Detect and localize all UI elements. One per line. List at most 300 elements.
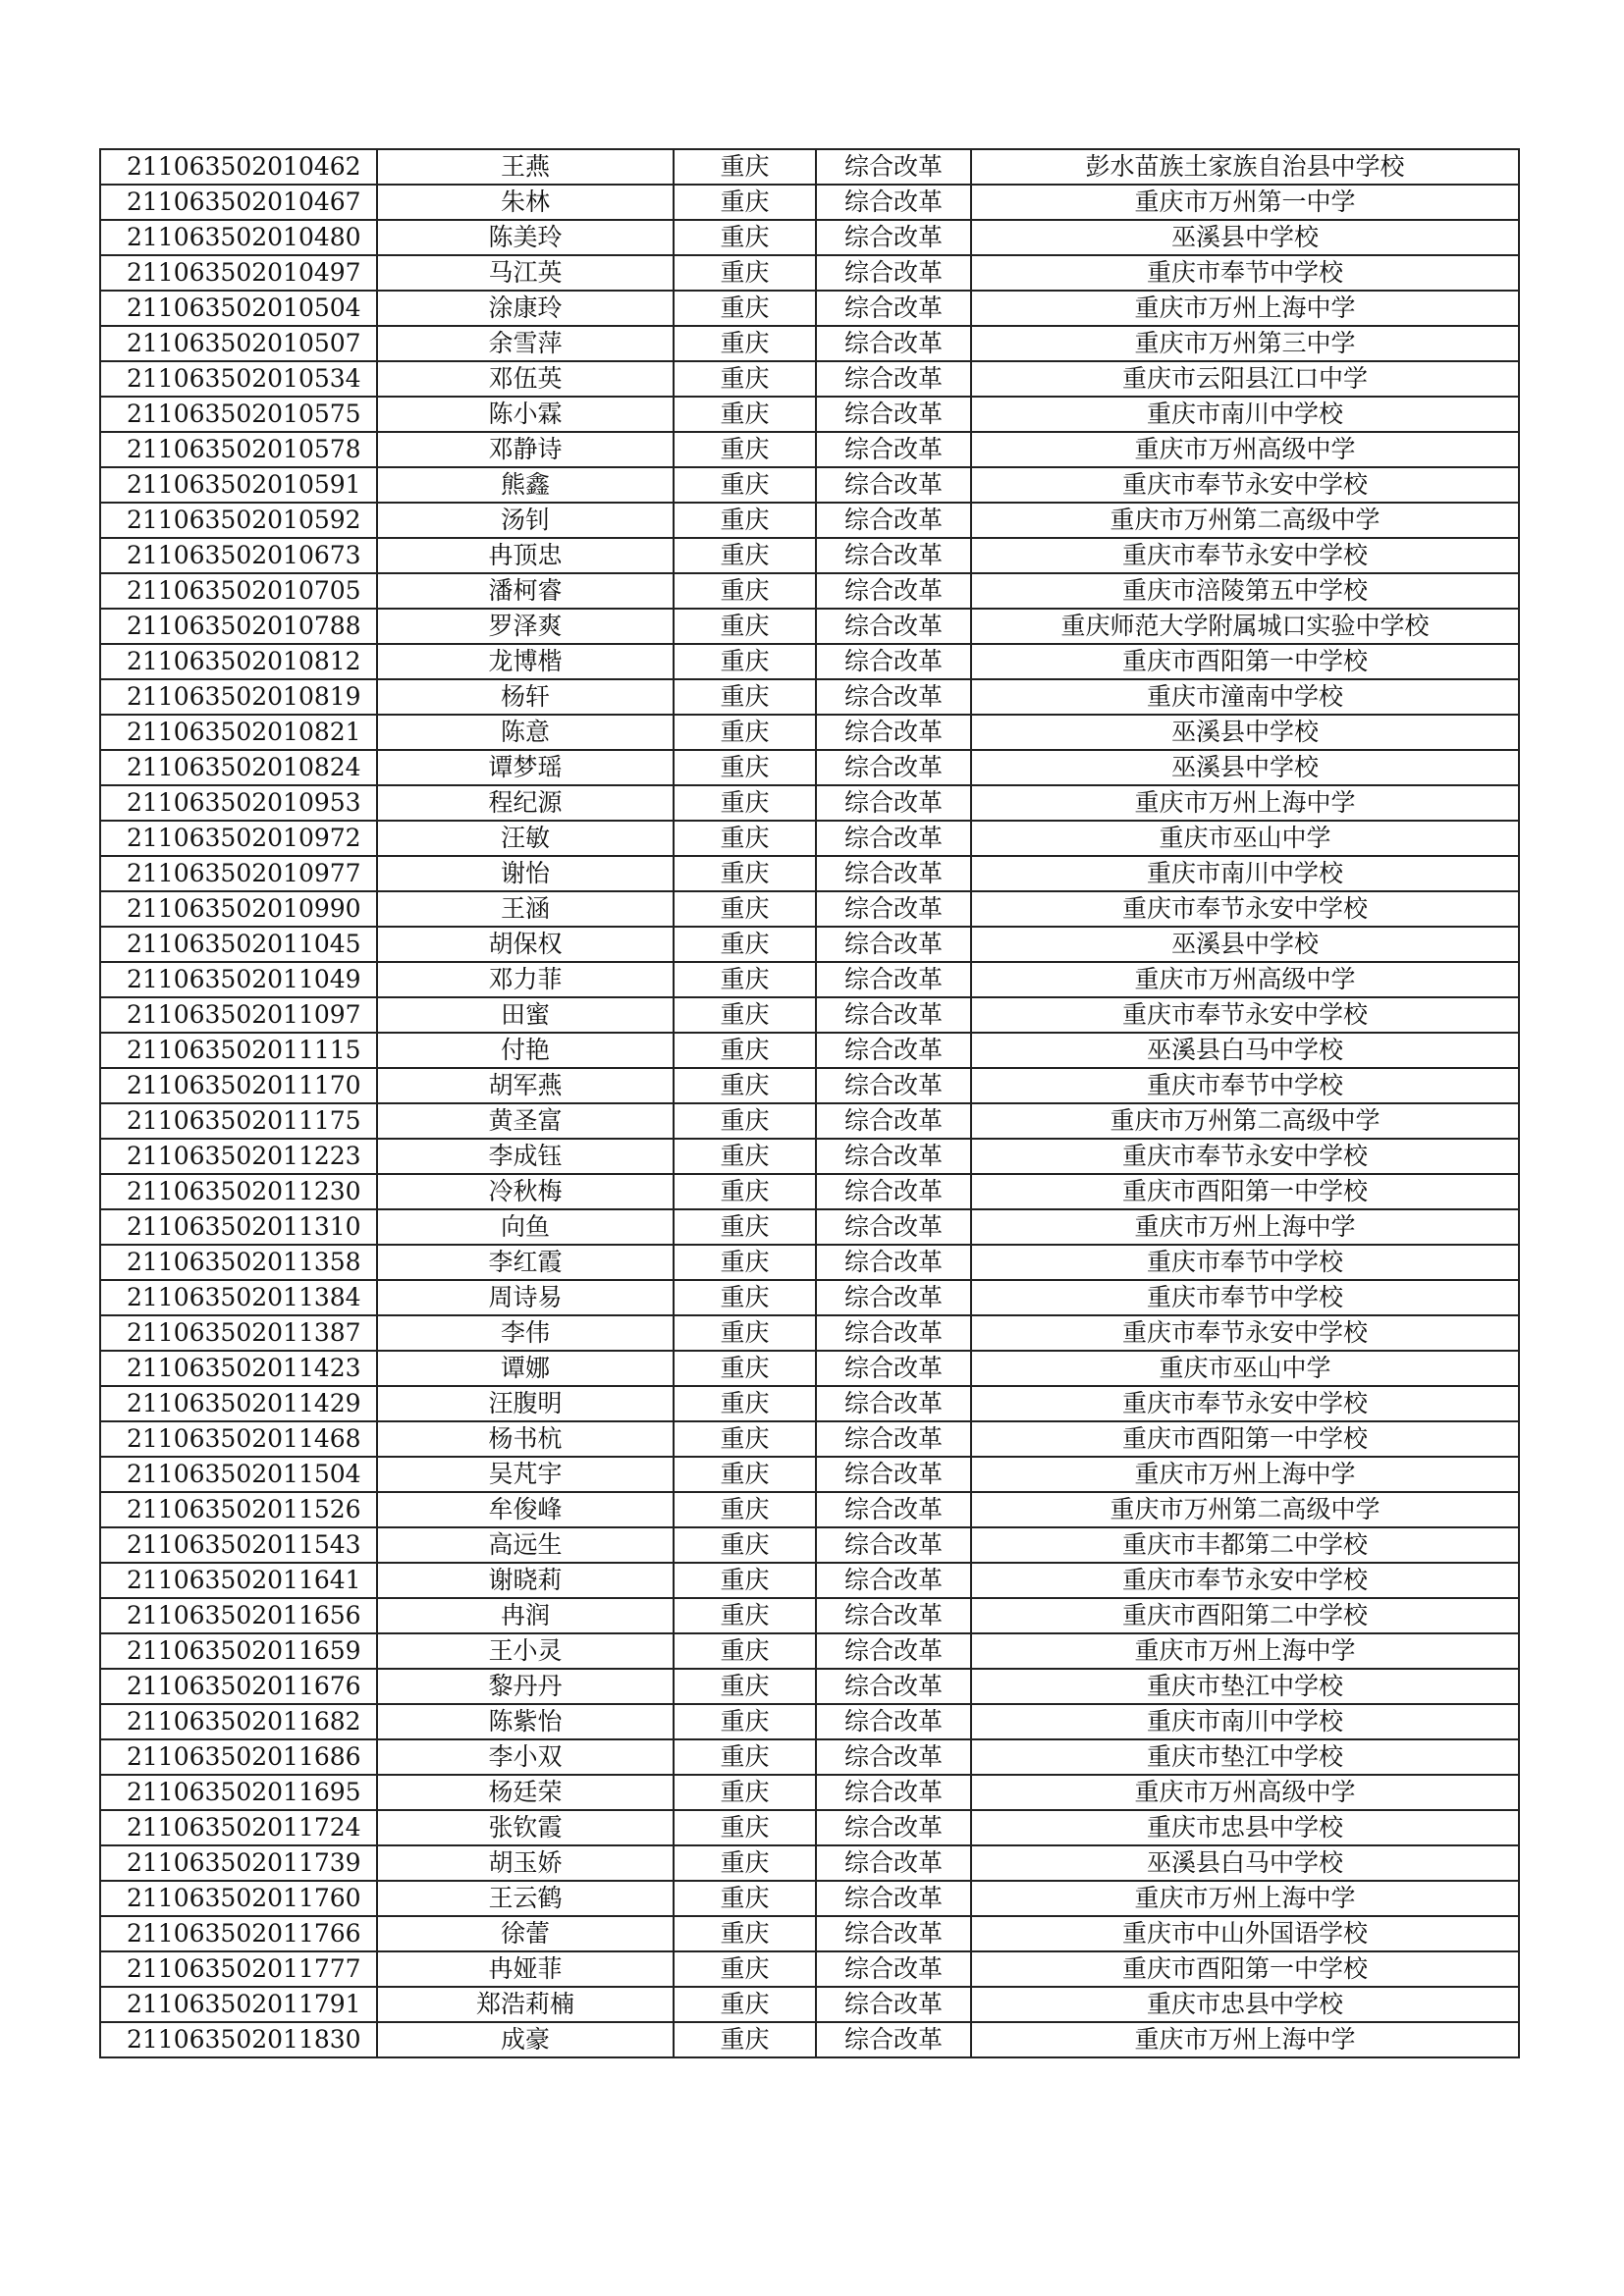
- cell-student-name: 王云鹤: [377, 1881, 674, 1916]
- cell-region: 重庆: [674, 538, 816, 573]
- cell-school: 重庆市万州第二高级中学: [971, 1492, 1519, 1527]
- table-row: [100, 609, 1519, 644]
- table-row: [100, 291, 1519, 326]
- cell-program-type: 综合改革: [816, 1810, 971, 1845]
- cell-school: 重庆市巫山中学: [971, 1351, 1519, 1386]
- cell-region: 重庆: [674, 1704, 816, 1739]
- cell-program-type: 综合改革: [816, 185, 971, 220]
- cell-region: 重庆: [674, 1845, 816, 1881]
- cell-region: 重庆: [674, 1775, 816, 1810]
- cell-candidate-id: 211063502010673: [100, 538, 377, 573]
- cell-school: 重庆市酉阳第一中学校: [971, 1421, 1519, 1457]
- cell-region: 重庆: [674, 962, 816, 997]
- cell-program-type: 综合改革: [816, 891, 971, 927]
- table-row: [100, 785, 1519, 821]
- cell-student-name: 汤钊: [377, 503, 674, 538]
- cell-student-name: 杨轩: [377, 679, 674, 715]
- cell-student-name: 王涵: [377, 891, 674, 927]
- table-row: [100, 1457, 1519, 1492]
- cell-student-name: 成豪: [377, 2022, 674, 2057]
- cell-student-name: 李小双: [377, 1739, 674, 1775]
- cell-candidate-id: 211063502011641: [100, 1563, 377, 1598]
- cell-student-name: 汪敏: [377, 821, 674, 856]
- cell-school: 重庆市垫江中学校: [971, 1669, 1519, 1704]
- cell-candidate-id: 211063502011682: [100, 1704, 377, 1739]
- cell-student-name: 邓静诗: [377, 432, 674, 467]
- cell-program-type: 综合改革: [816, 927, 971, 962]
- cell-student-name: 谢晓莉: [377, 1563, 674, 1598]
- cell-student-name: 朱林: [377, 185, 674, 220]
- cell-program-type: 综合改革: [816, 149, 971, 185]
- table-row: [100, 1633, 1519, 1669]
- cell-candidate-id: 211063502011115: [100, 1033, 377, 1068]
- cell-candidate-id: 211063502011830: [100, 2022, 377, 2057]
- cell-candidate-id: 211063502010504: [100, 291, 377, 326]
- cell-region: 重庆: [674, 1139, 816, 1174]
- cell-school: 重庆市南川中学校: [971, 397, 1519, 432]
- table-row: [100, 891, 1519, 927]
- table-row: [100, 1068, 1519, 1103]
- cell-region: 重庆: [674, 1987, 816, 2022]
- table-row: [100, 1987, 1519, 2022]
- cell-student-name: 李成钰: [377, 1139, 674, 1174]
- cell-region: 重庆: [674, 1351, 816, 1386]
- cell-region: 重庆: [674, 1669, 816, 1704]
- table-row: [100, 1563, 1519, 1598]
- cell-program-type: 综合改革: [816, 1421, 971, 1457]
- cell-region: 重庆: [674, 149, 816, 185]
- cell-student-name: 杨书杭: [377, 1421, 674, 1457]
- cell-program-type: 综合改革: [816, 1103, 971, 1139]
- cell-student-name: 田蜜: [377, 997, 674, 1033]
- cell-region: 重庆: [674, 856, 816, 891]
- cell-school: 重庆市忠县中学校: [971, 1987, 1519, 2022]
- cell-school: 重庆市忠县中学校: [971, 1810, 1519, 1845]
- cell-program-type: 综合改革: [816, 1033, 971, 1068]
- cell-candidate-id: 211063502011659: [100, 1633, 377, 1669]
- cell-student-name: 罗泽爽: [377, 609, 674, 644]
- table-row: [100, 220, 1519, 255]
- cell-candidate-id: 211063502011686: [100, 1739, 377, 1775]
- cell-school: 重庆市南川中学校: [971, 1704, 1519, 1739]
- table-row: [100, 1245, 1519, 1280]
- cell-candidate-id: 211063502011310: [100, 1209, 377, 1245]
- table-row: [100, 750, 1519, 785]
- cell-program-type: 综合改革: [816, 255, 971, 291]
- cell-candidate-id: 211063502011543: [100, 1527, 377, 1563]
- cell-candidate-id: 211063502011097: [100, 997, 377, 1033]
- cell-school: 重庆市万州上海中学: [971, 1633, 1519, 1669]
- cell-candidate-id: 211063502011760: [100, 1881, 377, 1916]
- cell-school: 重庆市万州第二高级中学: [971, 1103, 1519, 1139]
- table-row: [100, 997, 1519, 1033]
- cell-candidate-id: 211063502011429: [100, 1386, 377, 1421]
- table-row: [100, 1421, 1519, 1457]
- cell-program-type: 综合改革: [816, 1881, 971, 1916]
- cell-program-type: 综合改革: [816, 1209, 971, 1245]
- cell-program-type: 综合改革: [816, 503, 971, 538]
- cell-school: 重庆市万州第一中学: [971, 185, 1519, 220]
- cell-student-name: 周诗易: [377, 1280, 674, 1315]
- table-row: [100, 1492, 1519, 1527]
- cell-region: 重庆: [674, 467, 816, 503]
- cell-candidate-id: 211063502010480: [100, 220, 377, 255]
- cell-candidate-id: 211063502011423: [100, 1351, 377, 1386]
- cell-school: 巫溪县中学校: [971, 220, 1519, 255]
- cell-program-type: 综合改革: [816, 785, 971, 821]
- cell-student-name: 徐蕾: [377, 1916, 674, 1951]
- cell-region: 重庆: [674, 1068, 816, 1103]
- table-row: [100, 432, 1519, 467]
- cell-school: 重庆市丰都第二中学校: [971, 1527, 1519, 1563]
- table-row: [100, 1209, 1519, 1245]
- cell-school: 重庆市万州高级中学: [971, 962, 1519, 997]
- cell-program-type: 综合改革: [816, 1563, 971, 1598]
- cell-program-type: 综合改革: [816, 432, 971, 467]
- cell-region: 重庆: [674, 361, 816, 397]
- table-row: [100, 962, 1519, 997]
- cell-student-name: 杨廷荣: [377, 1775, 674, 1810]
- cell-school: 重庆市奉节中学校: [971, 1068, 1519, 1103]
- cell-program-type: 综合改革: [816, 750, 971, 785]
- table-row: [100, 1351, 1519, 1386]
- cell-candidate-id: 211063502010575: [100, 397, 377, 432]
- cell-candidate-id: 211063502010819: [100, 679, 377, 715]
- cell-school: 重庆师范大学附属城口实验中学校: [971, 609, 1519, 644]
- table-row: [100, 185, 1519, 220]
- cell-program-type: 综合改革: [816, 361, 971, 397]
- cell-student-name: 熊鑫: [377, 467, 674, 503]
- cell-student-name: 黎丹丹: [377, 1669, 674, 1704]
- cell-student-name: 邓力菲: [377, 962, 674, 997]
- cell-school: 重庆市万州上海中学: [971, 785, 1519, 821]
- cell-school: 重庆市酉阳第二中学校: [971, 1598, 1519, 1633]
- cell-school: 重庆市奉节永安中学校: [971, 538, 1519, 573]
- cell-school: 重庆市奉节永安中学校: [971, 1563, 1519, 1598]
- cell-candidate-id: 211063502011676: [100, 1669, 377, 1704]
- cell-region: 重庆: [674, 1280, 816, 1315]
- cell-candidate-id: 211063502010972: [100, 821, 377, 856]
- table-row: [100, 2022, 1519, 2057]
- cell-program-type: 综合改革: [816, 1386, 971, 1421]
- table-row: [100, 1174, 1519, 1209]
- cell-student-name: 龙博楷: [377, 644, 674, 679]
- cell-candidate-id: 211063502011387: [100, 1315, 377, 1351]
- cell-region: 重庆: [674, 291, 816, 326]
- cell-program-type: 综合改革: [816, 644, 971, 679]
- cell-student-name: 陈紫怡: [377, 1704, 674, 1739]
- cell-candidate-id: 211063502010824: [100, 750, 377, 785]
- cell-region: 重庆: [674, 220, 816, 255]
- cell-school: 重庆市万州上海中学: [971, 1457, 1519, 1492]
- cell-school: 重庆市万州上海中学: [971, 291, 1519, 326]
- cell-region: 重庆: [674, 397, 816, 432]
- cell-student-name: 王燕: [377, 149, 674, 185]
- cell-program-type: 综合改革: [816, 1951, 971, 1987]
- cell-candidate-id: 211063502010953: [100, 785, 377, 821]
- cell-program-type: 综合改革: [816, 1916, 971, 1951]
- table-row: [100, 1315, 1519, 1351]
- cell-candidate-id: 211063502011656: [100, 1598, 377, 1633]
- table-row: [100, 1527, 1519, 1563]
- admission-list-table: [99, 148, 1520, 2058]
- table-row: [100, 361, 1519, 397]
- cell-region: 重庆: [674, 1492, 816, 1527]
- cell-program-type: 综合改革: [816, 609, 971, 644]
- cell-candidate-id: 211063502011049: [100, 962, 377, 997]
- cell-candidate-id: 211063502011526: [100, 1492, 377, 1527]
- table-row: [100, 856, 1519, 891]
- cell-program-type: 综合改革: [816, 2022, 971, 2057]
- cell-candidate-id: 211063502010788: [100, 609, 377, 644]
- cell-student-name: 李红霞: [377, 1245, 674, 1280]
- table-row: [100, 1881, 1519, 1916]
- table-row: [100, 1916, 1519, 1951]
- cell-school: 重庆市万州上海中学: [971, 2022, 1519, 2057]
- cell-school: 重庆市奉节中学校: [971, 1245, 1519, 1280]
- table-row: [100, 573, 1519, 609]
- cell-student-name: 邓伍英: [377, 361, 674, 397]
- cell-program-type: 综合改革: [816, 1457, 971, 1492]
- cell-school: 重庆市酉阳第一中学校: [971, 1951, 1519, 1987]
- table-row: [100, 715, 1519, 750]
- cell-candidate-id: 211063502011766: [100, 1916, 377, 1951]
- cell-region: 重庆: [674, 1209, 816, 1245]
- cell-program-type: 综合改革: [816, 1492, 971, 1527]
- cell-candidate-id: 211063502011724: [100, 1810, 377, 1845]
- cell-region: 重庆: [674, 785, 816, 821]
- table-row: [100, 1669, 1519, 1704]
- cell-region: 重庆: [674, 1633, 816, 1669]
- cell-candidate-id: 211063502010534: [100, 361, 377, 397]
- cell-school: 彭水苗族土家族自治县中学校: [971, 149, 1519, 185]
- cell-program-type: 综合改革: [816, 1280, 971, 1315]
- cell-region: 重庆: [674, 1739, 816, 1775]
- table-row: [100, 679, 1519, 715]
- cell-school: 重庆市南川中学校: [971, 856, 1519, 891]
- cell-candidate-id: 211063502011358: [100, 1245, 377, 1280]
- cell-region: 重庆: [674, 679, 816, 715]
- cell-school: 重庆市万州第三中学: [971, 326, 1519, 361]
- cell-region: 重庆: [674, 432, 816, 467]
- cell-candidate-id: 211063502010578: [100, 432, 377, 467]
- cell-student-name: 付艳: [377, 1033, 674, 1068]
- table-row: [100, 1951, 1519, 1987]
- cell-region: 重庆: [674, 821, 816, 856]
- cell-region: 重庆: [674, 1563, 816, 1598]
- cell-program-type: 综合改革: [816, 1845, 971, 1881]
- cell-school: 重庆市奉节永安中学校: [971, 467, 1519, 503]
- cell-region: 重庆: [674, 2022, 816, 2057]
- cell-student-name: 汪腹明: [377, 1386, 674, 1421]
- cell-school: 巫溪县中学校: [971, 750, 1519, 785]
- cell-school: 重庆市奉节永安中学校: [971, 1139, 1519, 1174]
- cell-candidate-id: 211063502011791: [100, 1987, 377, 2022]
- cell-school: 重庆市奉节永安中学校: [971, 997, 1519, 1033]
- cell-region: 重庆: [674, 891, 816, 927]
- cell-region: 重庆: [674, 750, 816, 785]
- cell-school: 重庆市万州上海中学: [971, 1209, 1519, 1245]
- cell-candidate-id: 211063502010821: [100, 715, 377, 750]
- cell-program-type: 综合改革: [816, 467, 971, 503]
- cell-region: 重庆: [674, 609, 816, 644]
- cell-program-type: 综合改革: [816, 1739, 971, 1775]
- cell-student-name: 胡军燕: [377, 1068, 674, 1103]
- cell-student-name: 冉顶忠: [377, 538, 674, 573]
- cell-region: 重庆: [674, 927, 816, 962]
- cell-program-type: 综合改革: [816, 1775, 971, 1810]
- cell-student-name: 冉润: [377, 1598, 674, 1633]
- cell-region: 重庆: [674, 1386, 816, 1421]
- cell-region: 重庆: [674, 1103, 816, 1139]
- cell-student-name: 王小灵: [377, 1633, 674, 1669]
- table-row: [100, 927, 1519, 962]
- cell-student-name: 冷秋梅: [377, 1174, 674, 1209]
- cell-program-type: 综合改革: [816, 1598, 971, 1633]
- cell-region: 重庆: [674, 1174, 816, 1209]
- table-row: [100, 1139, 1519, 1174]
- cell-student-name: 谭娜: [377, 1351, 674, 1386]
- cell-program-type: 综合改革: [816, 1139, 971, 1174]
- cell-student-name: 陈美玲: [377, 220, 674, 255]
- cell-region: 重庆: [674, 997, 816, 1033]
- table-row: [100, 1775, 1519, 1810]
- cell-student-name: 陈意: [377, 715, 674, 750]
- cell-program-type: 综合改革: [816, 1174, 971, 1209]
- cell-program-type: 综合改革: [816, 1527, 971, 1563]
- cell-student-name: 黄圣富: [377, 1103, 674, 1139]
- cell-region: 重庆: [674, 185, 816, 220]
- cell-region: 重庆: [674, 1810, 816, 1845]
- cell-student-name: 谢怡: [377, 856, 674, 891]
- cell-region: 重庆: [674, 1598, 816, 1633]
- cell-school: 重庆市中山外国语学校: [971, 1916, 1519, 1951]
- cell-candidate-id: 211063502011695: [100, 1775, 377, 1810]
- cell-program-type: 综合改革: [816, 538, 971, 573]
- cell-candidate-id: 211063502011384: [100, 1280, 377, 1315]
- cell-region: 重庆: [674, 644, 816, 679]
- table-row: [100, 1280, 1519, 1315]
- cell-program-type: 综合改革: [816, 1068, 971, 1103]
- cell-student-name: 陈小霖: [377, 397, 674, 432]
- cell-program-type: 综合改革: [816, 1669, 971, 1704]
- table-row: [100, 821, 1519, 856]
- cell-student-name: 程纪源: [377, 785, 674, 821]
- cell-school: 重庆市奉节中学校: [971, 1280, 1519, 1315]
- cell-student-name: 牟俊峰: [377, 1492, 674, 1527]
- cell-student-name: 李伟: [377, 1315, 674, 1351]
- cell-candidate-id: 211063502011739: [100, 1845, 377, 1881]
- cell-candidate-id: 211063502010592: [100, 503, 377, 538]
- cell-student-name: 胡保权: [377, 927, 674, 962]
- cell-candidate-id: 211063502010977: [100, 856, 377, 891]
- cell-program-type: 综合改革: [816, 573, 971, 609]
- cell-candidate-id: 211063502010462: [100, 149, 377, 185]
- cell-region: 重庆: [674, 255, 816, 291]
- cell-candidate-id: 211063502011223: [100, 1139, 377, 1174]
- cell-region: 重庆: [674, 1457, 816, 1492]
- cell-region: 重庆: [674, 715, 816, 750]
- table-row: [100, 397, 1519, 432]
- table-row: [100, 1386, 1519, 1421]
- cell-school: 巫溪县白马中学校: [971, 1845, 1519, 1881]
- cell-region: 重庆: [674, 573, 816, 609]
- cell-candidate-id: 211063502011230: [100, 1174, 377, 1209]
- cell-school: 重庆市云阳县江口中学: [971, 361, 1519, 397]
- table-row: [100, 467, 1519, 503]
- cell-student-name: 冉娅菲: [377, 1951, 674, 1987]
- cell-student-name: 马江英: [377, 255, 674, 291]
- cell-school: 巫溪县中学校: [971, 715, 1519, 750]
- cell-student-name: 余雪萍: [377, 326, 674, 361]
- cell-region: 重庆: [674, 326, 816, 361]
- cell-candidate-id: 211063502010497: [100, 255, 377, 291]
- cell-school: 重庆市巫山中学: [971, 821, 1519, 856]
- cell-school: 巫溪县中学校: [971, 927, 1519, 962]
- cell-program-type: 综合改革: [816, 1315, 971, 1351]
- table-row: [100, 326, 1519, 361]
- cell-school: 重庆市奉节中学校: [971, 255, 1519, 291]
- cell-program-type: 综合改革: [816, 397, 971, 432]
- cell-student-name: 高远生: [377, 1527, 674, 1563]
- cell-candidate-id: 211063502011504: [100, 1457, 377, 1492]
- cell-student-name: 郑浩莉楠: [377, 1987, 674, 2022]
- cell-school: 重庆市万州高级中学: [971, 432, 1519, 467]
- table-row: [100, 1704, 1519, 1739]
- cell-program-type: 综合改革: [816, 1245, 971, 1280]
- cell-program-type: 综合改革: [816, 962, 971, 997]
- cell-candidate-id: 211063502010467: [100, 185, 377, 220]
- table-row: [100, 255, 1519, 291]
- cell-school: 重庆市潼南中学校: [971, 679, 1519, 715]
- cell-school: 重庆市奉节永安中学校: [971, 891, 1519, 927]
- table-row: [100, 1810, 1519, 1845]
- cell-region: 重庆: [674, 1245, 816, 1280]
- cell-program-type: 综合改革: [816, 1633, 971, 1669]
- table-row: [100, 1033, 1519, 1068]
- cell-candidate-id: 211063502011175: [100, 1103, 377, 1139]
- cell-candidate-id: 211063502011045: [100, 927, 377, 962]
- table-body: [100, 149, 1519, 2057]
- cell-student-name: 向鱼: [377, 1209, 674, 1245]
- cell-school: 重庆市酉阳第一中学校: [971, 644, 1519, 679]
- cell-region: 重庆: [674, 1951, 816, 1987]
- cell-school: 重庆市万州第二高级中学: [971, 503, 1519, 538]
- cell-region: 重庆: [674, 1421, 816, 1457]
- cell-school: 重庆市万州高级中学: [971, 1775, 1519, 1810]
- cell-candidate-id: 211063502010507: [100, 326, 377, 361]
- table-row: [100, 644, 1519, 679]
- table-row: [100, 503, 1519, 538]
- cell-program-type: 综合改革: [816, 1704, 971, 1739]
- cell-program-type: 综合改革: [816, 1987, 971, 2022]
- table-row: [100, 1739, 1519, 1775]
- cell-candidate-id: 211063502011170: [100, 1068, 377, 1103]
- cell-candidate-id: 211063502011777: [100, 1951, 377, 1987]
- cell-program-type: 综合改革: [816, 821, 971, 856]
- cell-region: 重庆: [674, 1033, 816, 1068]
- cell-student-name: 胡玉娇: [377, 1845, 674, 1881]
- cell-candidate-id: 211063502010812: [100, 644, 377, 679]
- cell-school: 重庆市万州上海中学: [971, 1881, 1519, 1916]
- table-row: [100, 1598, 1519, 1633]
- cell-student-name: 张钦霞: [377, 1810, 674, 1845]
- cell-region: 重庆: [674, 1527, 816, 1563]
- cell-school: 重庆市奉节永安中学校: [971, 1315, 1519, 1351]
- cell-school: 重庆市垫江中学校: [971, 1739, 1519, 1775]
- cell-student-name: 吴芃宇: [377, 1457, 674, 1492]
- cell-student-name: 谭梦瑶: [377, 750, 674, 785]
